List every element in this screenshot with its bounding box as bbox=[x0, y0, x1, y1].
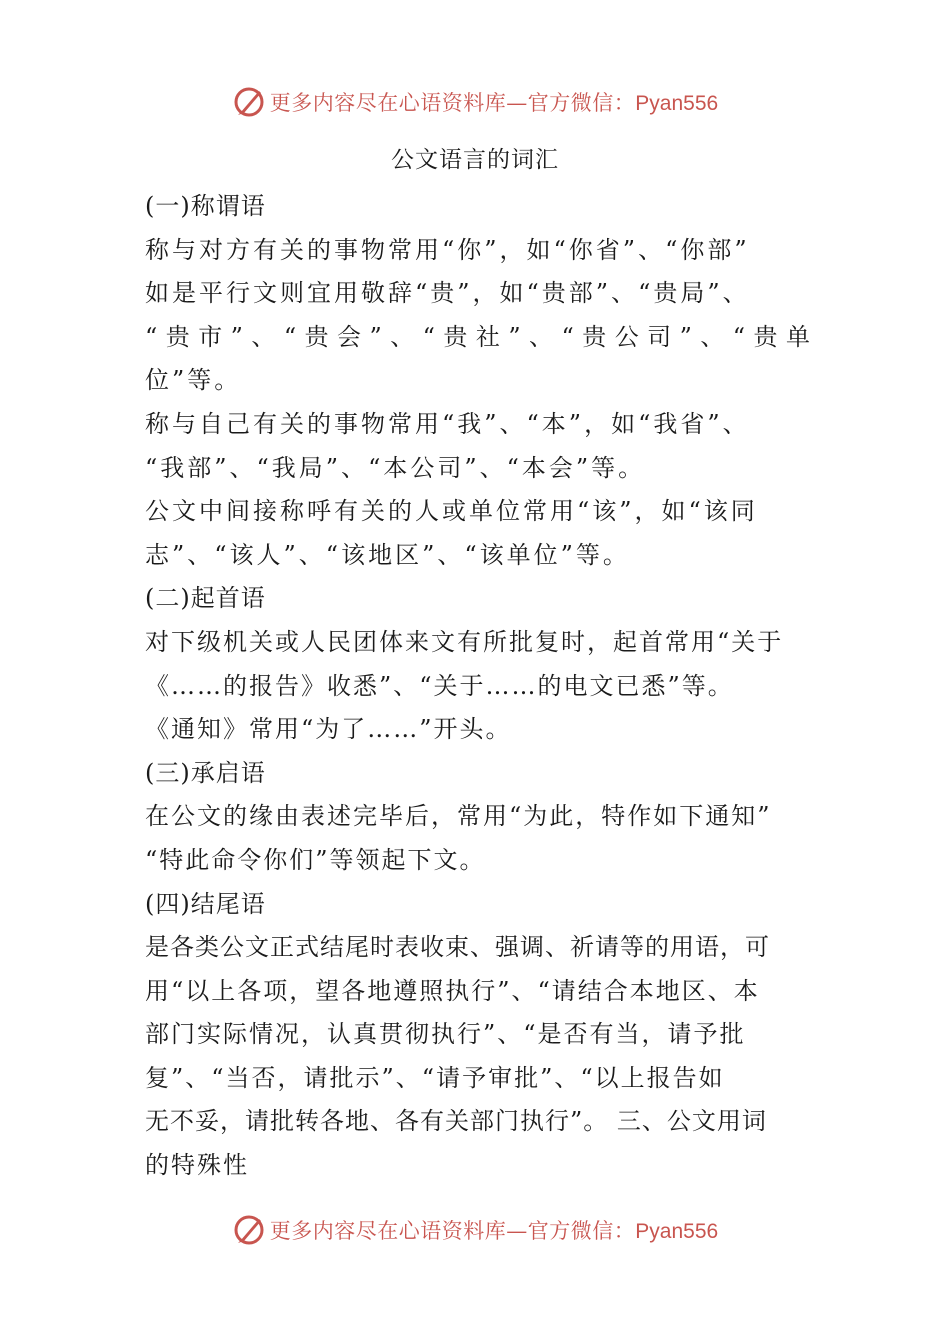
top-banner-wechat-id: Pyan556 bbox=[635, 92, 719, 115]
body-line: 部门实际情况，认真贯彻执行”、“是否有当，请予批 bbox=[145, 1020, 746, 1049]
section-heading-1: (一)称谓语 bbox=[145, 192, 266, 220]
top-banner-text bbox=[270, 87, 718, 117]
bottom-banner bbox=[0, 1210, 950, 1250]
top-banner-inner bbox=[232, 85, 718, 119]
quill-logo-icon bbox=[232, 1213, 266, 1247]
body-line: 称与自己有关的事物常用“我”、“本”，如“我省”、 bbox=[145, 409, 750, 438]
body-line: 称与对方有关的事物常用“你”，如“你省”、“你部” bbox=[145, 235, 750, 264]
bottom-banner-wechat-id: Pyan556 bbox=[635, 1220, 719, 1243]
bottom-banner-text bbox=[270, 1215, 718, 1245]
body-line: 志”、“该人”、“该地区”、“该单位”等。 bbox=[145, 540, 630, 569]
section-heading-2: (二)起首语 bbox=[145, 584, 266, 613]
quill-logo-icon bbox=[232, 85, 266, 119]
document-title: 公文语言的词汇 bbox=[391, 147, 559, 173]
body-line: “特此命令你们”等领起下文。 bbox=[145, 845, 486, 874]
body-line: 的特殊性 bbox=[145, 1151, 249, 1180]
section-heading-3: (三)承启语 bbox=[145, 758, 266, 787]
body-line: 《……的报告》收悉”、“关于……的电文已悉”等。 bbox=[145, 671, 734, 700]
body-line: 对下级机关或人民团体来文有所批复时，起首常用“关于 bbox=[145, 627, 784, 656]
body-line: 是各类公文正式结尾时表收束、强调、祈请等的用语，可 bbox=[145, 933, 770, 962]
top-banner bbox=[0, 82, 950, 122]
section-heading-4: (四)结尾语 bbox=[145, 889, 266, 918]
bottom-banner-inner bbox=[232, 1213, 718, 1247]
body-line: 公文中间接称呼有关的人或单位常用“该”，如“该同 bbox=[145, 497, 758, 526]
body-line: 无不妥，请批转各地、各有关部门执行”。 三、公文用词 bbox=[145, 1107, 767, 1136]
body-line: 位”等。 bbox=[145, 366, 242, 395]
body-line: 如是平行文则宜用敬辞“贵”，如“贵部”、“贵局”、 bbox=[145, 279, 750, 308]
bottom-banner-cn: 更多内容尽在心语资料库—官方微信： bbox=[269, 1219, 636, 1243]
body-line: 在公文的缘由表述完毕后，常用“为此，特作如下通知” bbox=[145, 802, 772, 831]
document-body bbox=[145, 185, 810, 1188]
body-line: 用“以上各项，望各地遵照执行”、“请结合本地区、本 bbox=[145, 976, 760, 1005]
body-line: 复”、“当否，请批示”、“请予审批”、“以上报告如 bbox=[145, 1063, 725, 1092]
body-line: “我部”、“我局”、“本公司”、“本会”等。 bbox=[145, 453, 646, 482]
body-line: 《通知》常用“为了……”开头。 bbox=[145, 715, 512, 744]
top-banner-cn: 更多内容尽在心语资料库—官方微信： bbox=[269, 91, 636, 115]
body-line: “贵市”、“贵会”、“贵社”、“贵公司”、“贵单 bbox=[145, 322, 810, 351]
